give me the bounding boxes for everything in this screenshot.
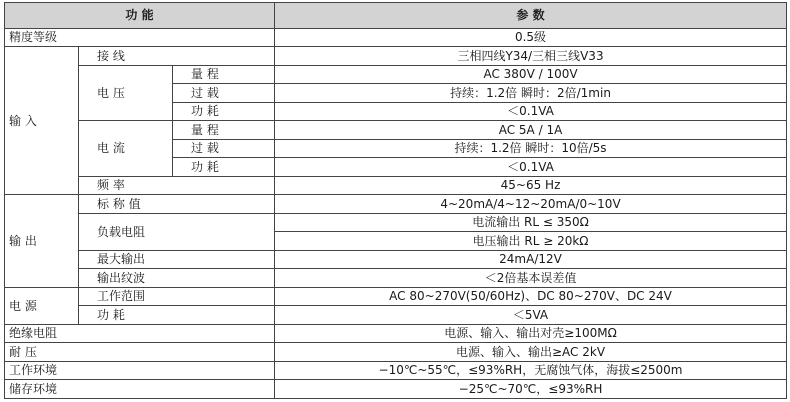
header-function: 功 能 — [5, 3, 275, 29]
voltage-label: 电 压 — [79, 65, 173, 121]
load-label: 负载电阻 — [79, 213, 275, 250]
insulation-value: 电源、输入、输出对壳≥100MΩ — [275, 324, 787, 343]
current-overload-label: 过 载 — [173, 139, 275, 158]
accuracy-value: 0.5级 — [275, 28, 787, 47]
table-row — [5, 287, 787, 306]
current-range-label: 量 程 — [173, 121, 275, 140]
header-row — [5, 3, 787, 29]
frequency-label: 频 率 — [79, 176, 275, 195]
voltage-range-label: 量 程 — [173, 65, 275, 84]
supply-range-label: 工作范围 — [79, 287, 275, 306]
withstand-label: 耐 压 — [5, 343, 275, 362]
wiring-value: 三相四线Y34/三相三线V33 — [275, 47, 787, 66]
voltage-power-label: 功 耗 — [173, 102, 275, 121]
current-label: 电 流 — [79, 121, 173, 177]
table-row — [5, 121, 787, 140]
table-row — [5, 195, 787, 214]
table-row — [5, 250, 787, 269]
supply-range-value: AC 80~270V(50/60Hz)、DC 80~270V、DC 24V — [275, 287, 787, 306]
current-range-value: AC 5A / 1A — [275, 121, 787, 140]
storage-env-value: −25℃~70℃，≤93%RH — [275, 380, 787, 399]
current-power-label: 功 耗 — [173, 158, 275, 177]
work-env-value: −10℃~55℃，≤93%RH，无腐蚀气体，海拔≤2500m — [275, 361, 787, 380]
wiring-label: 接 线 — [79, 47, 275, 66]
ripple-value: ＜2倍基本误差值 — [275, 269, 787, 288]
ripple-label: 输出纹波 — [79, 269, 275, 288]
load-current-value: 电流输出 RL ≤ 350Ω — [275, 213, 787, 232]
storage-env-label: 储存环境 — [5, 380, 275, 399]
voltage-overload-value: 持续：1.2倍 瞬时：2倍/1min — [275, 84, 787, 103]
table-row — [5, 361, 787, 380]
nominal-label: 标 称 值 — [79, 195, 275, 214]
table-row — [5, 306, 787, 325]
max-output-label: 最大输出 — [79, 250, 275, 269]
current-overload-value: 持续：1.2倍 瞬时：10倍/5s — [275, 139, 787, 158]
frequency-value: 45~65 Hz — [275, 176, 787, 195]
table-row — [5, 47, 787, 66]
voltage-overload-label: 过 载 — [173, 84, 275, 103]
voltage-range-value: AC 380V / 100V — [275, 65, 787, 84]
nominal-value: 4~20mA/4~12~20mA/0~10V — [275, 195, 787, 214]
power-supply-label: 电 源 — [5, 287, 79, 324]
max-output-value: 24mA/12V — [275, 250, 787, 269]
table-row — [5, 380, 787, 399]
work-env-label: 工作环境 — [5, 361, 275, 380]
table-row — [5, 65, 787, 84]
insulation-label: 绝缘电阻 — [5, 324, 275, 343]
table-row — [5, 324, 787, 343]
supply-consumption-value: ＜5VA — [275, 306, 787, 325]
table-row — [5, 343, 787, 362]
current-power-value: ＜0.1VA — [275, 158, 787, 177]
accuracy-label: 精度等级 — [5, 28, 275, 47]
spec-table — [4, 2, 787, 399]
withstand-value: 电源、输入、输出≥AC 2kV — [275, 343, 787, 362]
table-row — [5, 269, 787, 288]
input-label: 输 入 — [5, 47, 79, 195]
load-voltage-value: 电压输出 RL ≥ 20kΩ — [275, 232, 787, 251]
voltage-power-value: ＜0.1VA — [275, 102, 787, 121]
output-label: 输 出 — [5, 195, 79, 288]
table-row — [5, 28, 787, 47]
supply-consumption-label: 功 耗 — [79, 306, 275, 325]
table-row — [5, 213, 787, 232]
table-row — [5, 176, 787, 195]
header-params: 参 数 — [275, 3, 787, 29]
